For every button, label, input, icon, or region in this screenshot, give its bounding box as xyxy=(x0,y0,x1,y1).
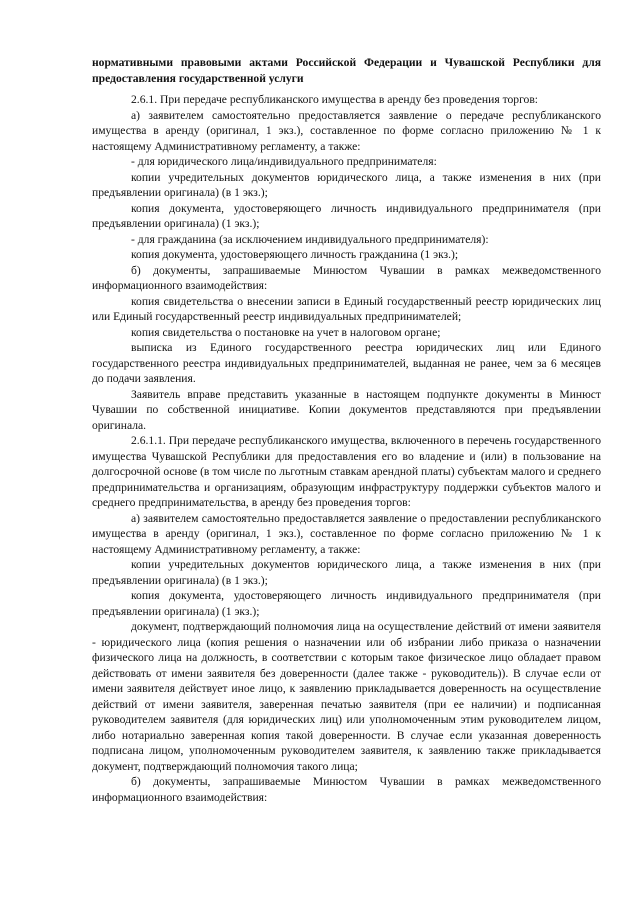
paragraph: - для юридического лица/индивидуального предпринимателя: xyxy=(131,155,437,168)
paragraph: документ, подтверждающий полномочия лица на осуществление действий от имени заявителя - юридического лица (копия решения о назначении или об избрании либо приказа о назначении физического лица на должность, в соответствии с которым такое физическое лицо обладает правом действовать от имени заявителя без доверенности (далее также - руководитель)). В случае если от имени заявителя действует иное лицо, к заявлению прикладывается доверенность на осуществление действий от имени заявителя, заверенная печатью заявителя (при ее наличии) и подписанная руководителем заявителя (для юридических лиц) или уполномоченным этим руководителем лицом, либо нотариально заверенная копия такой доверенности. В случае если указанная доверенность подписана лицом, уполномоченным руководителем заявителя, к заявлению также прикладывается документ, подтверждающий полномочия такого лица; xyxy=(92,620,601,773)
paragraph: копия документа, удостоверяющего личность гражданина (1 экз.); xyxy=(131,248,459,261)
paragraph: б) документы, запрашиваемые Минюстом Чувашии в рамках межведомственного информационного взаимодействия: xyxy=(92,263,601,292)
paragraph: копия свидетельства о внесении записи в Единый государственный реестр юридических лиц или Единый государственный реестр индивидуальных предпринимателей; xyxy=(92,294,601,323)
paragraph: копии учредительных документов юридического лица, а также изменения в них (при предъявлении оригинала) (в 1 экз.); xyxy=(92,170,601,199)
paragraph: а) заявителем самостоятельно предоставляется заявление о предоставлении республиканского имущества в аренду (оригинал, 1 экз.), составленное по форме согласно приложению № 1 к настоящему Административному регламенту, а также: xyxy=(92,511,601,556)
paragraph: копия документа, удостоверяющего личность индивидуального предпринимателя (при предъявлении оригинала) (1 экз.); xyxy=(92,201,601,230)
paragraph: 2.6.1.1. При передаче республиканского имущества, включенного в перечень государственного имущества Чувашской Республики для предоставления его во владение и (или) в пользование на долгосрочной основе (в том числе по льготным ставкам арендной платы) субъектам малого и среднего предпринимательства и организациям, образующим инфраструктуру поддержки субъектов малого и среднего предпринимательства, в аренду без проведения торгов: xyxy=(92,434,601,509)
paragraph: выписка из Единого государственного реестра юридических лиц или Единого государственного реестра индивидуальных предпринимателей, выданная не ранее, чем за 6 месяцев до подачи заявления. xyxy=(92,341,601,385)
document-page xyxy=(92,55,601,805)
section-heading: нормативными правовыми актами Российской Федерации и Чувашской Республики для предоставления государственной услуги xyxy=(92,56,601,85)
paragraph: - для гражданина (за исключением индивидуального предпринимателя): xyxy=(131,232,489,246)
paragraph: копии учредительных документов юридического лица, а также изменения в них (при предъявлении оригинала) (в 1 экз.); xyxy=(92,558,601,587)
paragraph: б) документы, запрашиваемые Минюстом Чувашии в рамках межведомственного информационного взаимодействия: xyxy=(92,775,601,804)
paragraph: а) заявителем самостоятельно предоставляется заявление о передаче республиканского имущества в аренду (оригинал, 1 экз.), составленное по форме согласно приложению № 1 к настоящему Административному регламенту, а также: xyxy=(92,108,601,153)
paragraph: 2.6.1. При передаче республиканского имущества в аренду без проведения торгов: xyxy=(131,93,539,106)
paragraph: Заявитель вправе представить указанные в настоящем подпункте документы в Минюст Чувашии по собственной инициативе. Копии документов представляются при предъявлении оригинала. xyxy=(92,387,601,432)
paragraph: копия свидетельства о постановке на учет в налоговом органе; xyxy=(131,325,441,339)
paragraph: копия документа, удостоверяющего личность индивидуального предпринимателя (при предъявлении оригинала) (1 экз.); xyxy=(92,589,601,618)
document-body xyxy=(92,92,601,805)
